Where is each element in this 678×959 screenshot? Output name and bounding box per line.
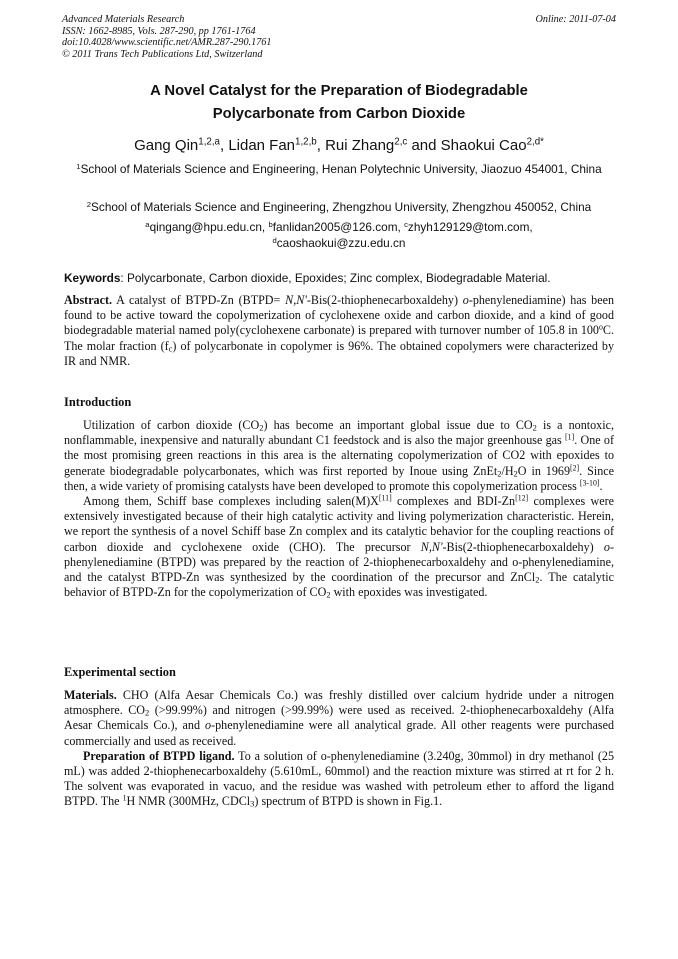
author-name: Gang Qin <box>134 137 199 154</box>
introduction-heading: Introduction <box>64 395 132 409</box>
affiliation-mark: 2 <box>86 199 92 209</box>
subscript: 2 <box>532 422 537 433</box>
text-run: ) spectrum of BTPD is shown in Fig.1. <box>254 794 443 809</box>
affiliation-text: School of Materials Science and Engineering, Henan Polytechnic University, Jiaozuo 454001, China <box>80 162 602 176</box>
text-run: ) has become an important global issue due to CO <box>263 418 533 432</box>
email-mark: b <box>268 219 273 229</box>
subscript: 2 <box>145 707 150 718</box>
preparation-label: Preparation of BTPD ligand. <box>83 748 235 763</box>
text-run: . <box>599 478 603 493</box>
subscript: 2 <box>497 468 502 479</box>
text-run: (>99.99%) and nitrogen (>99.99%) were used as received. 2-thiophenecarboxaldehy (Alfa Aesar Chemicals Co.), and <box>64 703 614 733</box>
preparation-paragraph <box>64 749 614 810</box>
materials-label: Materials. <box>64 688 117 702</box>
email-mark: d <box>272 235 277 245</box>
author-name: Rui Zhang <box>325 137 395 154</box>
affiliation-text: School of Materials Science and Engineering, Zhengzhou University, Zhengzhou 450052, China <box>91 200 592 214</box>
subscript: c <box>168 343 173 354</box>
paper-title <box>62 80 616 126</box>
superscript: 1 <box>122 794 127 804</box>
subscript: 2 <box>259 422 264 433</box>
abstract-italic: o <box>462 293 469 307</box>
author-affiliation-mark: 1,2,a <box>198 136 220 148</box>
author-name: Shaokui Cao <box>440 137 527 154</box>
keywords-text: : Polycarbonate, Carbon dioxide, Epoxides; Zinc complex, Biodegradable Material. <box>120 271 551 285</box>
text-run: To a solution of o-phenylenediamine (3.240g, 30mmol) in dry methanol (25 mL) was added 2-thiophenecarboxaldehy (5.610mL, 60mmol) and the reaction mixture was stirred at rt for 2 h. The solvent was evaporated in vacuo, and the residue was washed with petroleum ether to afford the ligand BTPD. The <box>64 748 614 809</box>
email-mark: a <box>145 219 150 229</box>
doi-line: doi:10.4028/www.scientific.net/AMR.287-290.1761 <box>62 37 272 49</box>
abstract-text: -phenylenediamine) has been found to be active toward the copolymerization of cyclohexene oxide and carbon dioxide, and a kind of good biodegradable material named poly(cyclohexene carbonate) is prepared with turnover number of 105.8 in 100 <box>64 293 614 338</box>
affiliation-mark: 1 <box>76 161 81 171</box>
author-affiliation-mark: 2,c <box>394 136 408 148</box>
citation-ref[interactable]: [3-10] <box>579 478 600 488</box>
text-run: Among them, Schiff base complexes including salen(M)X <box>83 494 379 509</box>
email-link[interactable]: zhyh129129@tom.com, <box>407 220 533 234</box>
text-run: H NMR (300MHz, CDCl <box>126 794 251 809</box>
text-run: O in 1969 <box>517 463 570 478</box>
text-run: . One of the most promising green reactions in this area is the alternating copolymerization of CO2 with epoxides to generate biodegradable polycarbonates, which was first reported by Inoue using ZnEt <box>64 433 614 478</box>
author-separator: , <box>219 137 229 154</box>
title-line-1: A Novel Catalyst for the Preparation of Biodegradable <box>150 83 528 99</box>
text-run: /H <box>501 463 514 478</box>
text-run: CHO (Alfa Aesar Chemicals Co.) was freshly distilled over calcium hydride under a nitrogen atmosphere. CO <box>64 688 614 718</box>
abstract-text: ) of polycarbonate in copolymer is 96%. The obtained copolymers were characterized by IR and NMR. <box>64 338 614 368</box>
author-separator: and <box>407 137 441 154</box>
citation-ref[interactable]: [12] <box>515 493 529 503</box>
degree-mark: o <box>598 323 603 333</box>
abstract-text: C. The molar fraction (f <box>64 323 614 353</box>
italic-run: o <box>205 718 212 733</box>
materials-paragraph <box>64 688 614 749</box>
experimental-heading: Experimental section <box>64 665 176 679</box>
citation-ref[interactable]: [2] <box>570 463 580 473</box>
text-run: complexes were extensively investigated because of their high catalytic activity and living polymerization characteristic. Herein, we report the synthesis of a novel Schiff base Zn complex and its catalytic behavior for the coupling reactions of carbon dioxide and cyclohexene oxide (CHO). The precursor <box>64 494 614 554</box>
author-name: Lidan Fan <box>228 137 296 154</box>
email-list <box>100 220 578 251</box>
author-affiliation-mark: 2,d* <box>526 136 544 148</box>
abstract-text: -Bis(2-thiophenecarboxaldehy) <box>306 293 463 307</box>
text-run: -phenylenediamine were all analytical grade. All other reagents were purchased commercially and used as received. <box>64 718 614 748</box>
abstract-label: Abstract. <box>64 293 113 307</box>
text-run: -Bis(2-thiophenecarboxaldehy) <box>442 539 604 554</box>
keywords-label: Keywords <box>64 271 121 285</box>
text-run: complexes and BDI-Zn <box>391 494 516 509</box>
intro-paragraph-2 <box>64 494 614 600</box>
issn-line: ISSN: 1662-8985, Vols. 287-290, pp 1761-1764 <box>62 25 256 37</box>
text-run: Utilization of carbon dioxide (CO <box>83 418 260 432</box>
introduction-body <box>64 418 614 600</box>
email-link[interactable]: qingang@hpu.edu.cn, <box>149 220 266 234</box>
abstract-italic: N,N' <box>285 293 307 307</box>
citation-ref[interactable]: [1] <box>565 432 575 442</box>
copyright-line: © 2011 Trans Tech Publications Ltd, Switzerland <box>62 48 263 60</box>
subscript: 2 <box>535 574 540 585</box>
title-line-2: Polycarbonate from Carbon Dioxide <box>212 106 466 122</box>
italic-run: N,N' <box>420 539 443 554</box>
online-date: Online: 2011-07-04 <box>535 14 616 25</box>
subscript: 2 <box>513 468 518 479</box>
text-run: is a nontoxic, nonflammable, inexpensive and naturally abundant C1 feedstock and is also the major greenhouse gas <box>64 418 614 448</box>
email-mark: c <box>404 219 408 229</box>
subscript: 3 <box>250 799 255 810</box>
keywords <box>64 271 616 286</box>
text-run: . Since then, a wide variety of promising catalysts have been developed to promote this copolymerization process <box>64 463 615 493</box>
italic-run: o <box>603 539 610 554</box>
subscript: 2 <box>326 589 331 600</box>
experimental-body <box>64 688 614 810</box>
journal-header <box>62 14 616 60</box>
affiliation-2 <box>62 200 616 216</box>
intro-paragraph-1 <box>64 418 614 494</box>
author-separator: , <box>316 137 326 154</box>
email-link[interactable]: fanlidan2005@126.com, <box>272 220 401 234</box>
text-run: . The catalytic behavior of BTPD-Zn for the copolymerization of CO <box>64 570 614 600</box>
abstract <box>64 293 614 369</box>
citation-ref[interactable]: [11] <box>378 493 392 503</box>
affiliation-1 <box>62 162 616 178</box>
author-affiliation-mark: 1,2,b <box>295 136 317 148</box>
author-list <box>62 136 616 156</box>
abstract-text: A catalyst of BTPD-Zn (BTPD= <box>112 293 286 307</box>
text-run: with epoxides was investigated. <box>330 585 488 600</box>
journal-name: Advanced Materials Research <box>62 14 185 25</box>
text-run: -phenylenediamine (BTPD) was prepared by the reaction of 2-thiophenecarboxaldehy and o-phenylenediamine, and the catalyst BTPD-Zn was synthesized by the coordination of the precursor and ZnCl <box>64 539 614 585</box>
email-link[interactable]: caoshaokui@zzu.edu.cn <box>276 235 406 250</box>
